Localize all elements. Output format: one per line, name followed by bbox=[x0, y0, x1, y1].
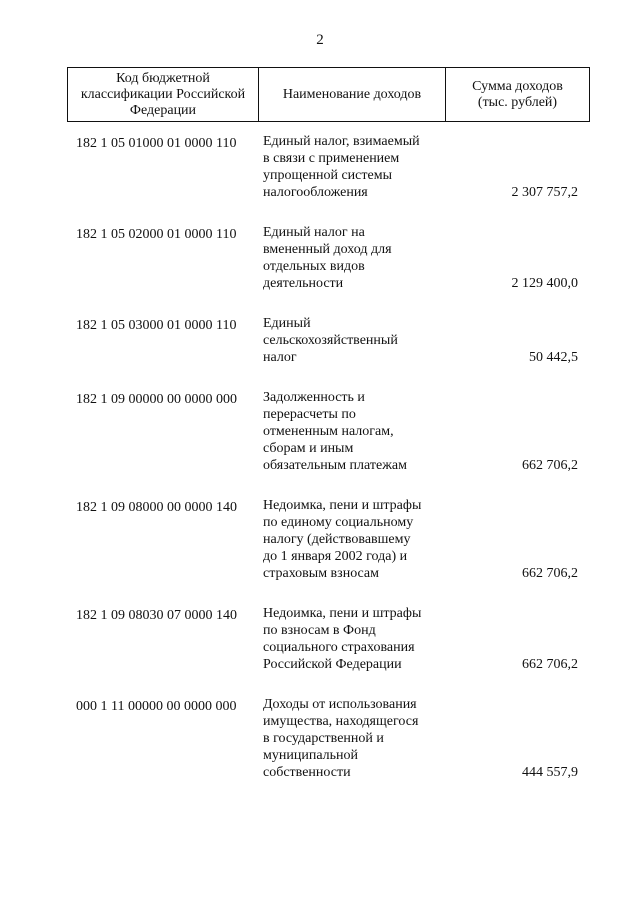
page-number: 2 bbox=[316, 32, 324, 48]
row-name: Единый налог, взимаемый в связи с применением упрощенной системы налогообложения bbox=[263, 134, 420, 200]
table-header bbox=[67, 67, 590, 122]
header-code: Код бюджетной классификации Российской Федерации bbox=[68, 68, 259, 121]
row-code: 182 1 09 08030 07 0000 140 bbox=[76, 608, 237, 623]
row-name: Доходы от использования имущества, находящегося в государственной и муниципальной собственности bbox=[263, 697, 419, 780]
row-amount: 2 307 757,2 bbox=[511, 185, 578, 200]
row-name: Недоимка, пени и штрафы по единому социальному налогу (действовавшему до 1 января 2002 года) и страховым взносам bbox=[263, 498, 422, 581]
row-code: 182 1 09 08000 00 0000 140 bbox=[76, 500, 237, 515]
row-name: Единый сельскохозяйственный налог bbox=[263, 316, 398, 365]
row-amount: 444 557,9 bbox=[522, 765, 578, 780]
row-code: 000 1 11 00000 00 0000 000 bbox=[76, 699, 237, 714]
row-amount: 2 129 400,0 bbox=[511, 276, 578, 291]
header-sum: Сумма доходов (тыс. рублей) bbox=[472, 78, 563, 110]
header-name: Наименование доходов bbox=[259, 68, 446, 121]
table-row bbox=[0, 497, 640, 582]
row-code: 182 1 05 01000 01 0000 110 bbox=[76, 136, 237, 151]
table-row bbox=[0, 605, 640, 673]
table-body bbox=[0, 133, 640, 804]
row-name: Недоимка, пени и штрафы по взносам в Фонд социального страхования Российской Федерации bbox=[263, 606, 422, 672]
row-code: 182 1 05 03000 01 0000 110 bbox=[76, 318, 237, 333]
row-amount: 50 442,5 bbox=[529, 350, 578, 365]
row-code: 182 1 05 02000 01 0000 110 bbox=[76, 227, 237, 242]
row-name: Единый налог на вмененный доход для отдельных видов деятельности bbox=[263, 225, 392, 291]
table-row bbox=[0, 389, 640, 474]
row-code: 182 1 09 00000 00 0000 000 bbox=[76, 392, 237, 407]
table-row bbox=[0, 315, 640, 366]
row-name: Задолженность и перерасчеты по отмененным налогам, сборам и иным обязательным платежам bbox=[263, 390, 407, 473]
row-amount: 662 706,2 bbox=[522, 566, 578, 581]
table-row bbox=[0, 133, 640, 201]
row-amount: 662 706,2 bbox=[522, 458, 578, 473]
table-row bbox=[0, 224, 640, 292]
row-amount: 662 706,2 bbox=[522, 657, 578, 672]
table-row bbox=[0, 696, 640, 781]
